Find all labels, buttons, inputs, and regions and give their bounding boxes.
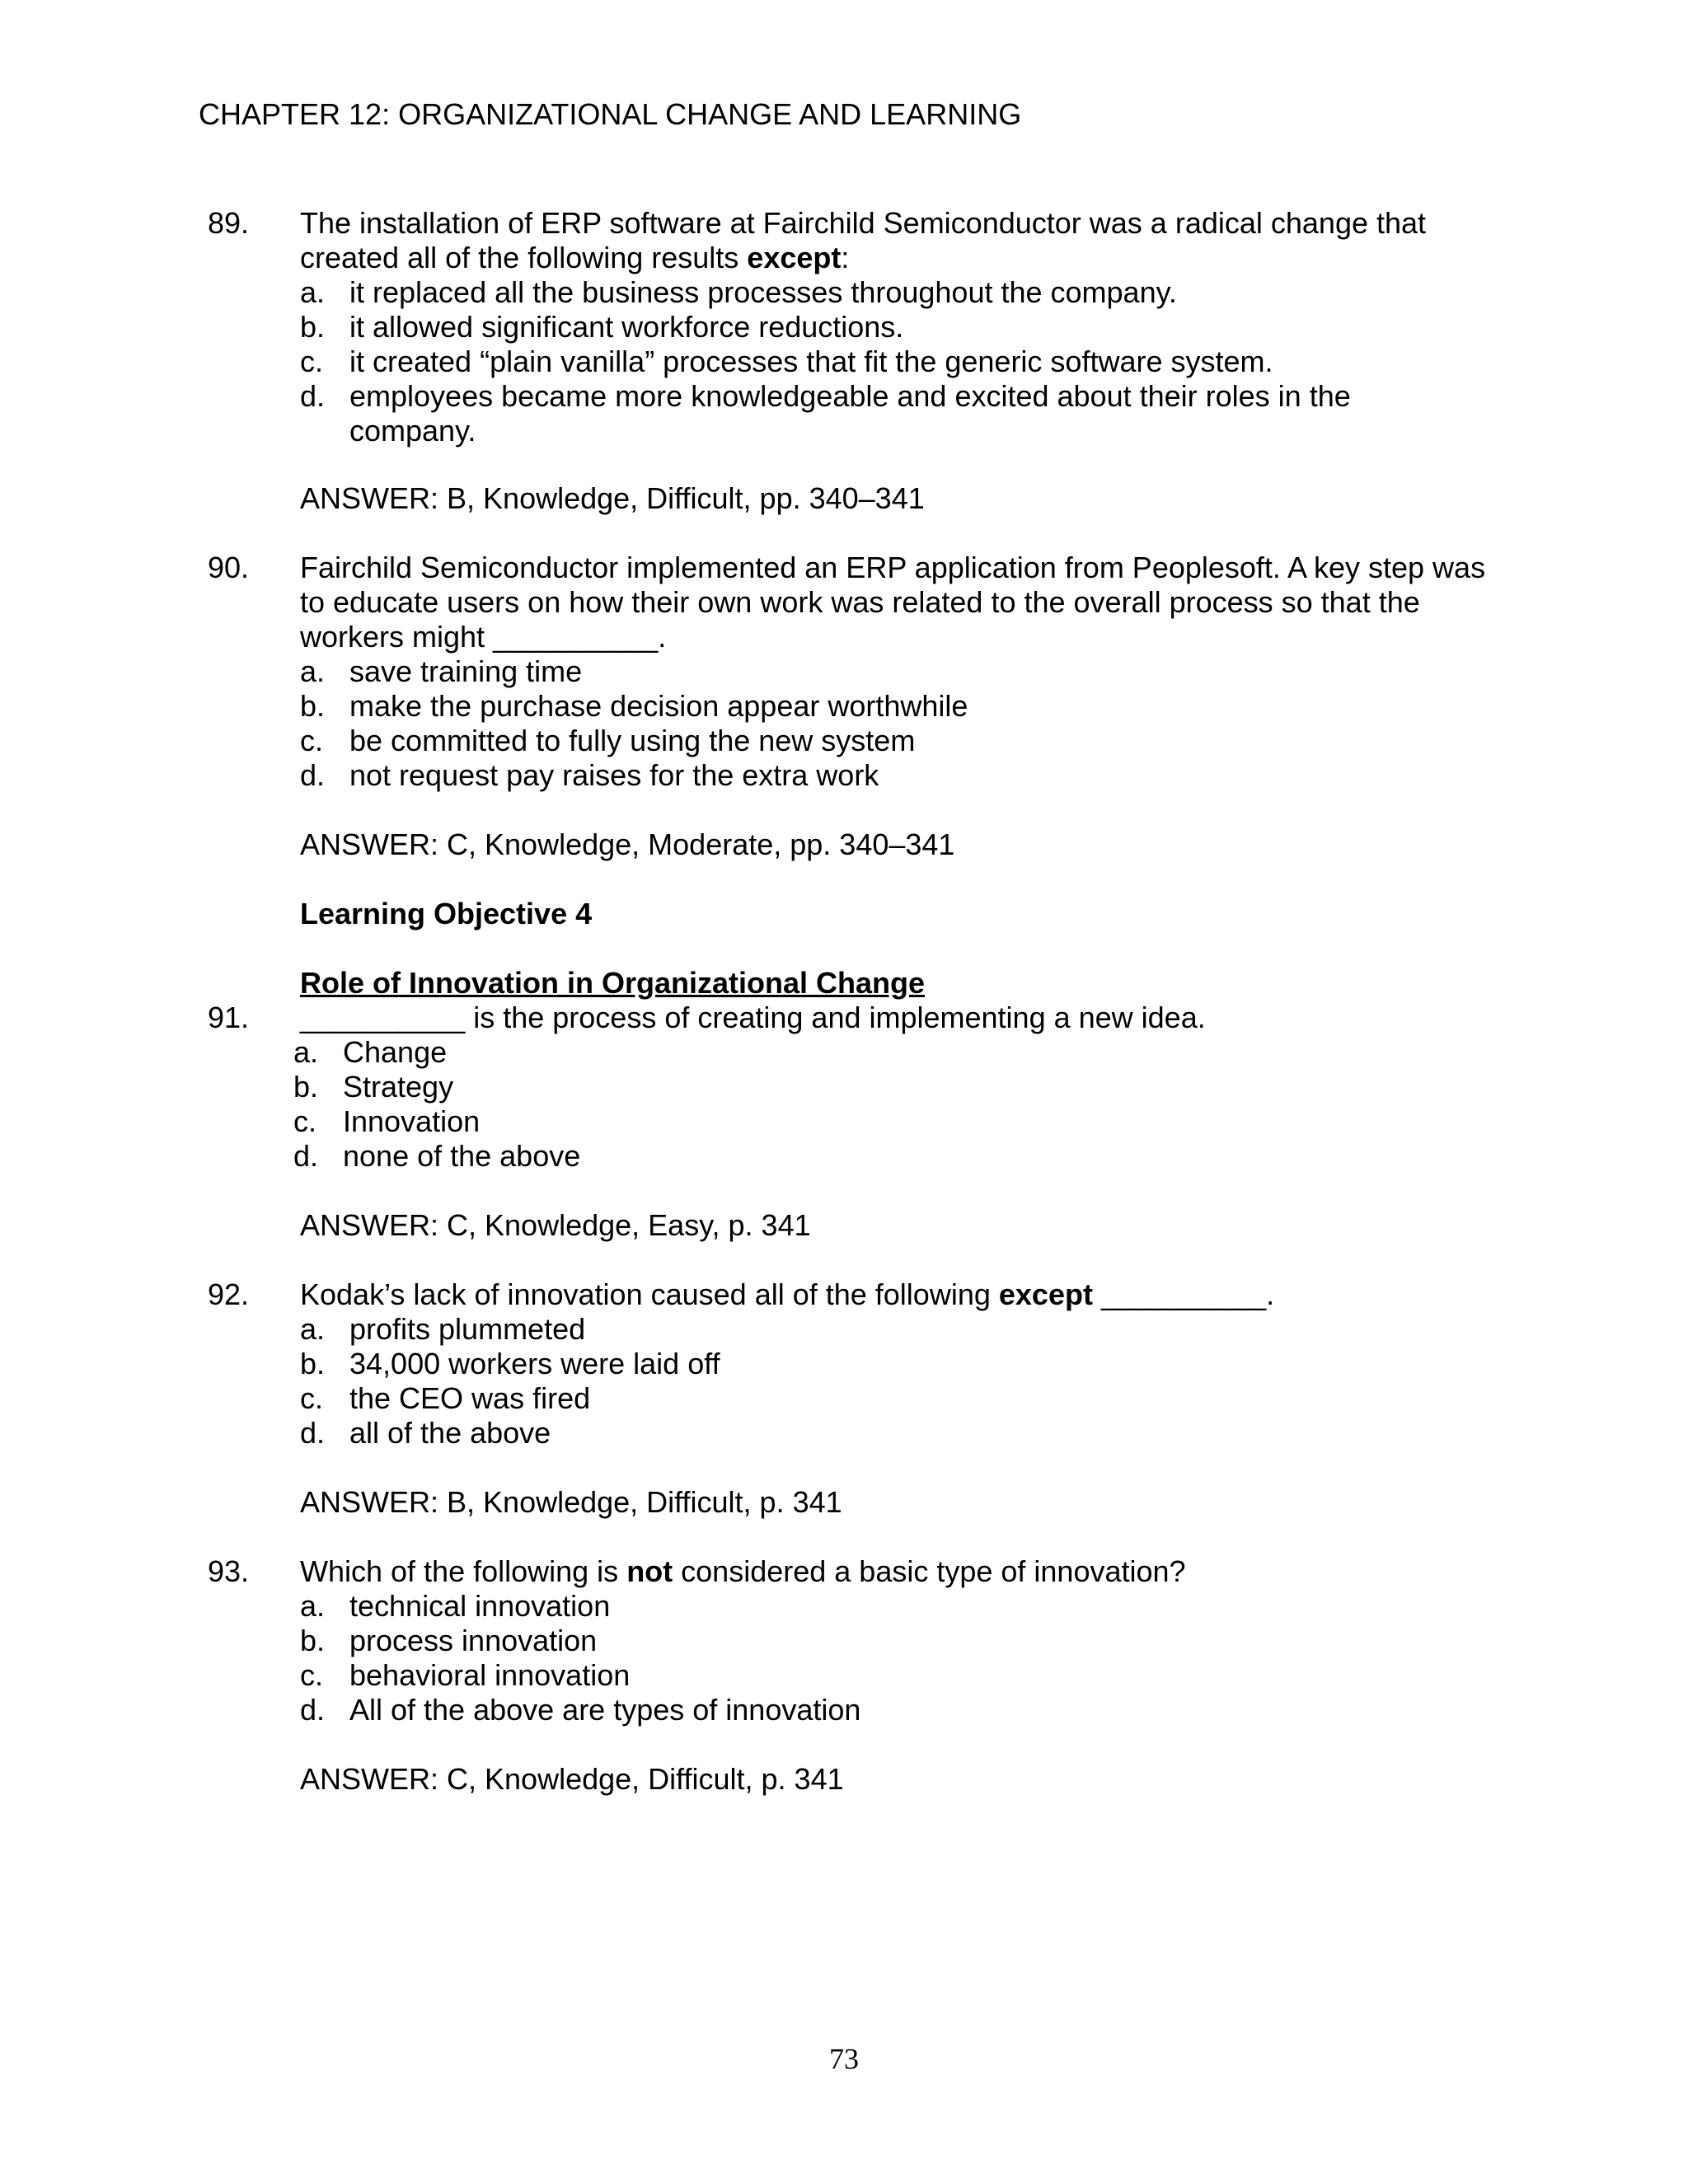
option-c: c. it created “plain vanilla” processes that fit the generic software system. [300, 344, 1273, 378]
question-number: 91. [208, 1001, 250, 1034]
option-d: d. all of the above [300, 1416, 551, 1450]
option-b: b. it allowed significant workforce reductions. [300, 310, 904, 344]
option-d: d. none of the above [293, 1139, 581, 1173]
answer-line: ANSWER: B, Knowledge, Difficult, p. 341 [300, 1485, 842, 1519]
option-a: a. it replaced all the business processes throughout the company. [300, 275, 1177, 309]
question-stem: Which of the following is not considered a basic type of innovation? [300, 1554, 1186, 1588]
option-a: a. profits plummeted [300, 1312, 586, 1346]
question-stem: The installation of ERP software at Fairchild Semiconductor was a radical change that created all of the following results except: [300, 206, 1427, 274]
chapter-title: CHAPTER 12: ORGANIZATIONAL CHANGE AND LEARNING [199, 97, 1022, 131]
section-heading: Role of Innovation in Organizational Change [300, 966, 926, 1000]
option-b: b. make the purchase decision appear worthwhile [300, 689, 968, 723]
answer-line: ANSWER: C, Knowledge, Easy, p. 341 [300, 1208, 811, 1242]
option-b: b. process innovation [300, 1624, 598, 1657]
question-stem: Fairchild Semiconductor implemented an ERP application from Peoplesoft. A key step was to educate users on how their own work was related to the overall process so that the workers might __________. [300, 551, 1486, 654]
answer-line: ANSWER: B, Knowledge, Difficult, pp. 340–341 [300, 481, 925, 515]
answer-line: ANSWER: C, Knowledge, Moderate, pp. 340–341 [300, 827, 955, 861]
option-c: c. Innovation [293, 1104, 481, 1138]
question-number: 90. [208, 551, 250, 584]
option-a: a. technical innovation [300, 1589, 611, 1623]
question-number: 92. [208, 1277, 250, 1311]
page-number: 73 [829, 2042, 859, 2075]
option-a: a. Change [293, 1035, 448, 1069]
option-b: b. Strategy [293, 1070, 454, 1104]
option-d: d. employees became more knowledgeable and excited about their roles in the company. [300, 379, 1351, 448]
option-c: c. the CEO was fired [300, 1381, 591, 1415]
question-number: 89. [208, 206, 250, 240]
question-stem: __________ is the process of creating and implementing a new idea. [300, 1001, 1206, 1034]
option-b: b. 34,000 workers were laid off [300, 1347, 720, 1380]
answer-line: ANSWER: C, Knowledge, Difficult, p. 341 [300, 1762, 844, 1796]
learning-objective-heading: Learning Objective 4 [300, 897, 593, 930]
option-c: c. be committed to fully using the new system [300, 724, 916, 757]
question-stem: Kodak’s lack of innovation caused all of the following except __________. [300, 1277, 1275, 1311]
question-number: 93. [208, 1554, 250, 1588]
option-a: a. save training time [300, 654, 583, 688]
option-c: c. behavioral innovation [300, 1658, 631, 1692]
option-d: d. not request pay raises for the extra work [300, 758, 879, 792]
option-d: d. All of the above are types of innovation [300, 1693, 861, 1727]
